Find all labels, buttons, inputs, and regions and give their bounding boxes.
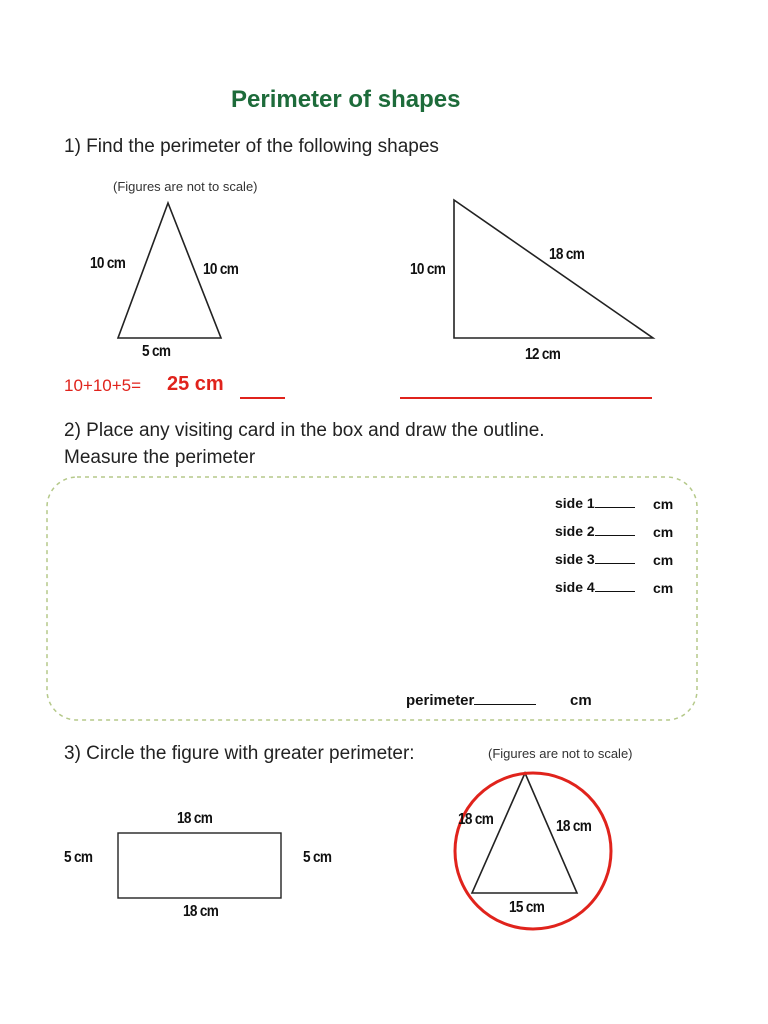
right-triangle-base-label: 12 cm bbox=[525, 346, 561, 363]
perimeter-unit: cm bbox=[570, 692, 592, 709]
side-4-unit: cm bbox=[653, 580, 674, 596]
side-1-label: side 1 bbox=[555, 495, 635, 511]
rectangle-bottom-label: 18 cm bbox=[183, 903, 219, 920]
question-3-note: (Figures are not to scale) bbox=[488, 746, 633, 761]
question-3-text: 3) Circle the figure with greater perimeter: bbox=[64, 743, 415, 764]
rectangle-top-label: 18 cm bbox=[177, 810, 213, 827]
perimeter-label: perimeter bbox=[406, 692, 536, 709]
question-1-text: 1) Find the perimeter of the following shapes bbox=[64, 136, 439, 157]
triangle-q3-base-label: 15 cm bbox=[509, 899, 545, 916]
triangle-left-label: 10 cm bbox=[90, 255, 126, 272]
triangle-right-label: 10 cm bbox=[203, 261, 239, 278]
triangle-base-label: 5 cm bbox=[142, 343, 171, 360]
side-3-unit: cm bbox=[653, 552, 674, 568]
triangle-q3-right-label: 18 cm bbox=[556, 818, 592, 835]
rectangle-left-label: 5 cm bbox=[64, 849, 93, 866]
side-2-unit: cm bbox=[653, 524, 674, 540]
answer-work: 10+10+5= bbox=[64, 376, 142, 395]
side-3-label: side 3 bbox=[555, 551, 635, 567]
side-1-unit: cm bbox=[653, 496, 674, 512]
question-2-line2: Measure the perimeter bbox=[64, 447, 256, 468]
visiting-card-box bbox=[47, 477, 697, 720]
triangle-q3-left-label: 18 cm bbox=[458, 811, 494, 828]
question-1-note: (Figures are not to scale) bbox=[113, 179, 258, 194]
side-2-label: side 2 bbox=[555, 523, 635, 539]
rectangle-shape bbox=[118, 833, 281, 898]
right-triangle-shape bbox=[454, 200, 653, 338]
right-triangle-hyp-label: 18 cm bbox=[549, 246, 585, 263]
right-triangle-left-label: 10 cm bbox=[410, 261, 446, 278]
rectangle-right-label: 5 cm bbox=[303, 849, 332, 866]
page-title: Perimeter of shapes bbox=[231, 86, 461, 113]
answer-underline-1 bbox=[240, 397, 285, 399]
answer-value: 25 cm bbox=[167, 373, 224, 395]
question-2-line1: 2) Place any visiting card in the box and draw the outline. bbox=[64, 420, 545, 441]
answer-underline-2 bbox=[400, 397, 652, 399]
side-4-label: side 4 bbox=[555, 579, 635, 595]
